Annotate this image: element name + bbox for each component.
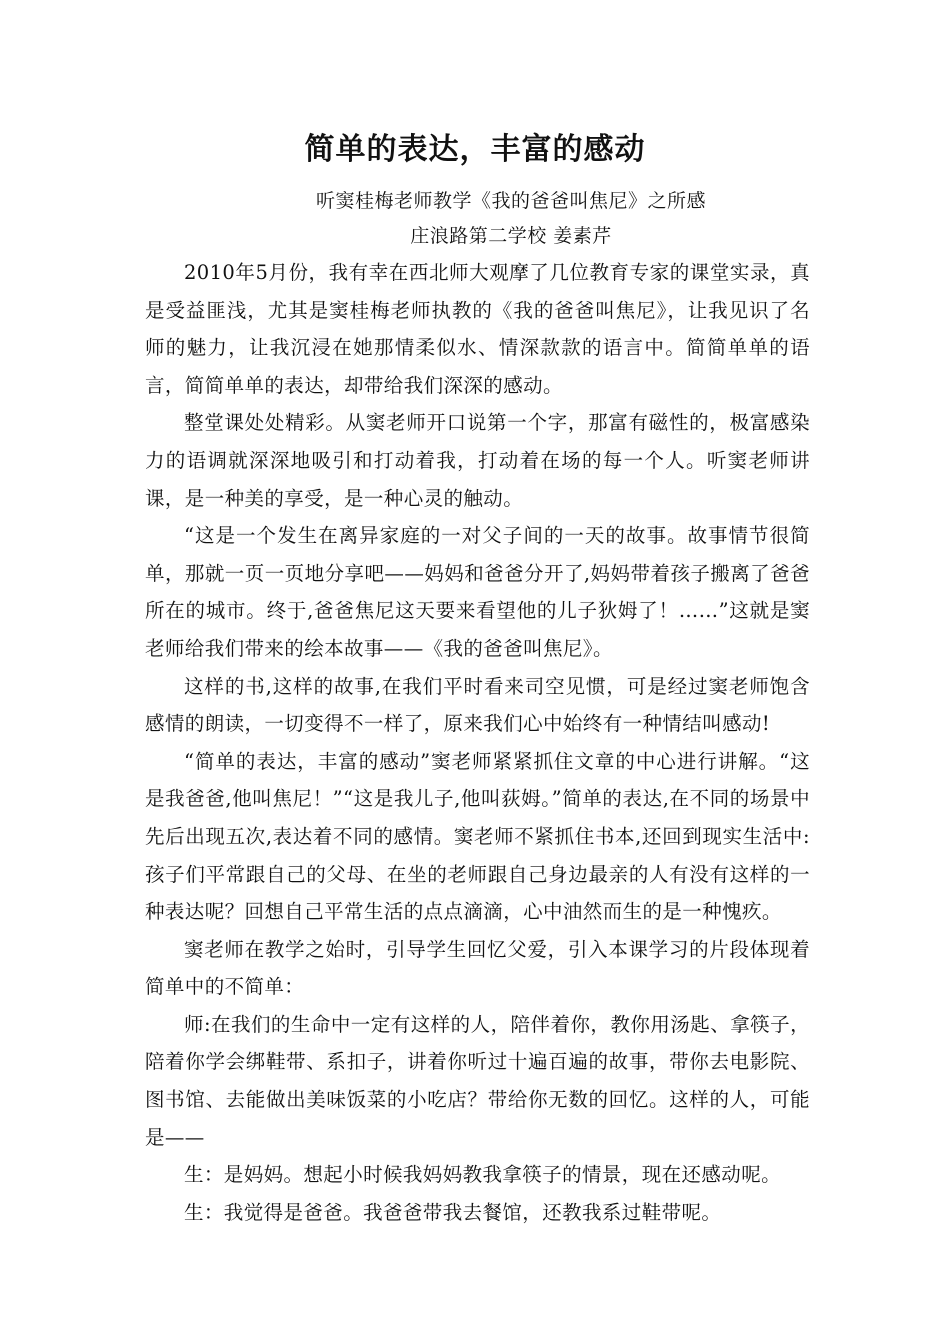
paragraph: 窦老师在教学之始时，引导学生回忆父爱，引入本课学习的片段体现着简单中的不简单： xyxy=(145,937,810,999)
paragraph: 2010年5月份，我有幸在西北师大观摩了几位教育专家的课堂实录，真是受益匪浅，尤其是窦桂梅老师执教的《我的爸爸叫焦尼》，让我见识了名师的魅力，让我沉浸在她那情柔似水、情深款款的语言中。简简单单的语言，简简单单的表达，却带给我们深深的感动。 xyxy=(145,261,810,397)
paragraph: 师:在我们的生命中一定有这样的人，陪伴着你，教你用汤匙、拿筷子，陪着你学会绑鞋带、系扣子，讲着你听过十遍百遍的故事，带你去电影院、图书馆、去能做出美味饭菜的小吃店？带给你无数的回忆。这样的人，可能是—— xyxy=(145,1012,810,1149)
paragraph: 生：我觉得是爸爸。我爸爸带我去餐馆，还教我系过鞋带呢。 xyxy=(184,1200,722,1224)
body-text xyxy=(145,254,810,1231)
paragraph: 生：是妈妈。想起小时候我妈妈教我拿筷子的情景，现在还感动呢。 xyxy=(184,1163,782,1187)
author-line: 庄浪路第二学校 姜素芹 xyxy=(410,225,612,247)
paragraph: “这是一个发生在离异家庭的一对父子间的一天的故事。故事情节很简单，那就一页一页地分享吧——妈妈和爸爸分开了,妈妈带着孩子搬离了爸爸所在的城市。终于,爸爸焦尼这天要来看望他的儿子狄姆了！……”这就是窦老师给我们带来的绘本故事——《我的爸爸叫焦尼》。 xyxy=(145,524,810,660)
paragraph: 整堂课处处精彩。从窦老师开口说第一个字，那富有磁性的，极富感染力的语调就深深地吸引和打动着我，打动着在场的每一个人。听窦老师讲课，是一种美的享受，是一种心灵的触动。 xyxy=(145,411,810,510)
document-subtitle: 听窦桂梅老师教学《我的爸爸叫焦尼》之所感 xyxy=(315,190,706,212)
paragraph: 这样的书,这样的故事,在我们平时看来司空见惯，可是经过窦老师饱含感情的朗读，一切变得不一样了，原来我们心中始终有一种情结叫感动! xyxy=(145,674,810,736)
paragraph: “简单的表达，丰富的感动”窦老师紧紧抓住文章的中心进行讲解。“这是我爸爸,他叫焦尼！”“这是我儿子,他叫荻姆。”简单的表达,在不同的场景中先后出现五次,表达着不同的感情。窦老师不紧抓住书本,还回到现实生活中:孩子们平常跟自己的父母、在坐的老师跟自己身边最亲的人有没有这样的一种表达呢？回想自己平常生活的点点滴滴，心中油然而生的是一种愧疚。 xyxy=(145,749,810,924)
document-title: 简单的表达，丰富的感动 xyxy=(304,132,646,167)
